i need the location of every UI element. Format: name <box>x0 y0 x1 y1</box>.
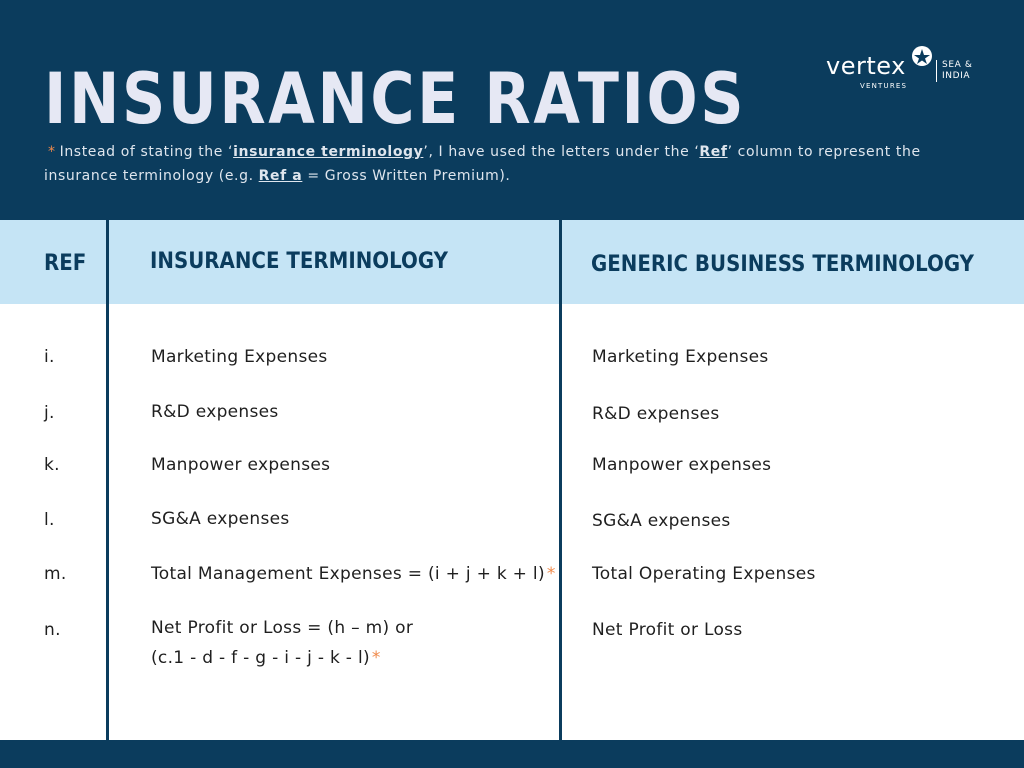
table-row-insurance: Marketing Expenses <box>151 347 328 367</box>
table-row-insurance: Total Management Expenses = (i + j + k + l) * <box>151 564 556 584</box>
header-banner <box>0 0 1024 220</box>
column-header-ref: REF <box>44 251 87 276</box>
table-row-generic: SG&A expenses <box>592 511 731 531</box>
asterisk-icon: * <box>48 144 56 160</box>
table-row-generic: Net Profit or Loss <box>592 620 743 640</box>
table-row-generic: R&D expenses <box>592 404 720 424</box>
table-row-ref: k. <box>44 455 60 475</box>
logo-subtext: VENTURES <box>860 82 908 90</box>
table-row-ref: l. <box>44 510 55 530</box>
page-title: INSURANCE RATIOS <box>44 58 747 140</box>
ref-link: Ref <box>699 144 728 160</box>
table-row-generic: Marketing Expenses <box>592 347 769 367</box>
column-divider-1 <box>106 220 109 740</box>
column-divider-2 <box>559 220 562 740</box>
column-header-generic: GENERIC BUSINESS TERMINOLOGY <box>591 252 974 277</box>
table-row-generic: Total Operating Expenses <box>592 564 816 584</box>
table-row-ref: n. <box>44 620 61 640</box>
table-row-insurance: SG&A expenses <box>151 509 290 529</box>
table-row-ref: i. <box>44 347 55 367</box>
table-row-ref: j. <box>44 403 55 423</box>
table-row-generic: Manpower expenses <box>592 455 772 475</box>
table-row-insurance: Manpower expenses <box>151 455 331 475</box>
asterisk-icon: * <box>546 564 556 584</box>
vertex-logo <box>826 44 986 94</box>
table-row-ref: m. <box>44 564 67 584</box>
logo-wordmark: vertex <box>826 52 906 80</box>
column-header-insurance: INSURANCE TERMINOLOGY <box>150 249 449 274</box>
footnote: * Instead of stating the ‘insurance terminology’, I have used the letters under the ‘Ref’ column to represent the insurance terminology (e.g. Ref a = Gross Written Premium). <box>44 144 921 184</box>
logo-region: SEA & INDIA <box>936 60 972 82</box>
footer-bar <box>0 740 1024 768</box>
star-mark-icon <box>910 44 934 68</box>
ref-a-link: Ref a <box>258 168 303 184</box>
table-row-insurance: R&D expenses <box>151 402 279 422</box>
table-row-insurance: Net Profit or Loss = (h – m) or (c.1 - d - f - g - i - j - k - l) * <box>151 618 414 668</box>
insurance-terminology-link: insurance terminology <box>233 144 424 160</box>
asterisk-icon: * <box>371 648 381 668</box>
